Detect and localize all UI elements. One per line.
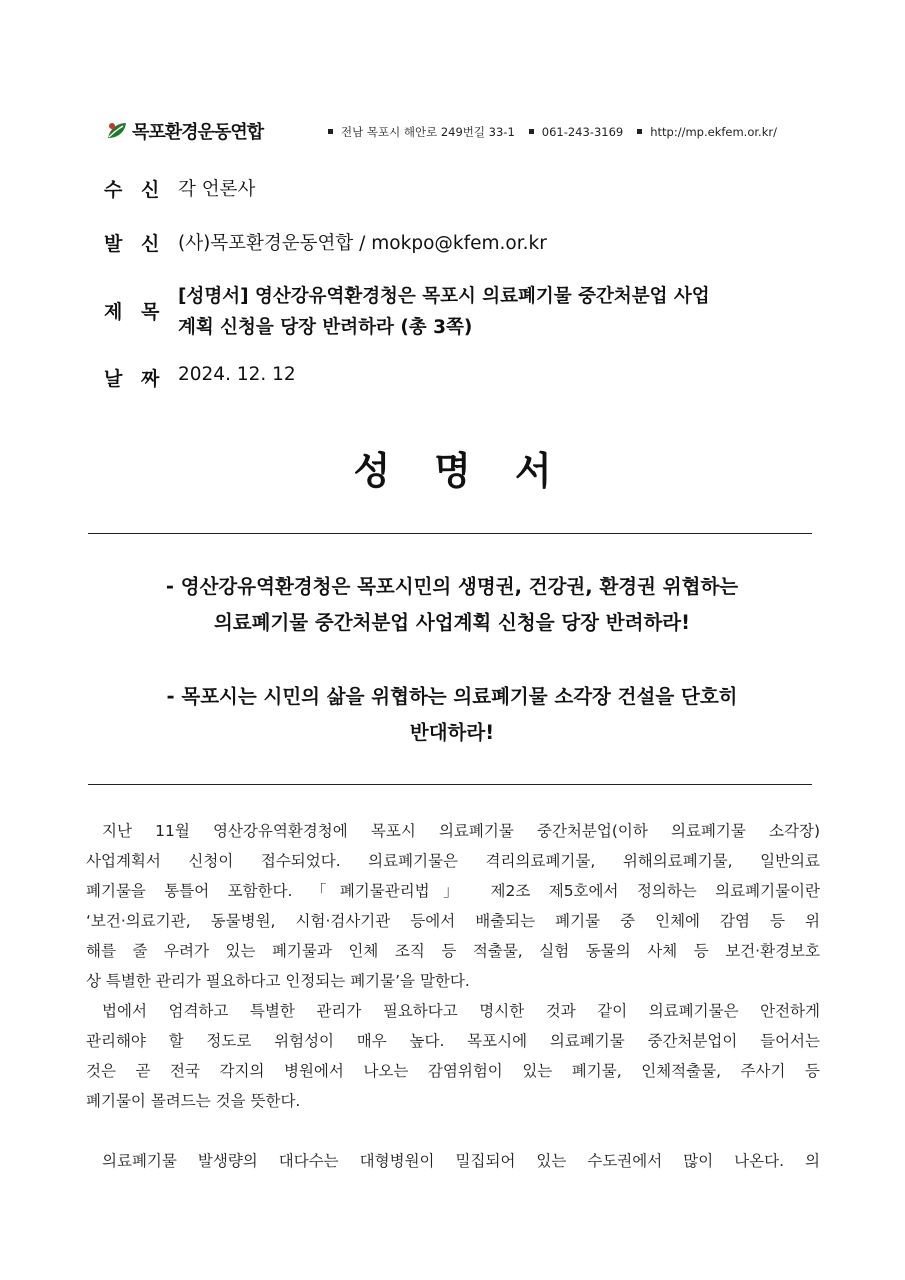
body-line: 폐기물을 통틀어 포함한다. 「폐기물관리법」 제2조 제5호에서 정의하는 의료폐기물이란	[86, 882, 820, 900]
body-line: 관리해야 할 정도로 위험성이 매우 높다. 목포시에 의료폐기물 중간처분업이 들어서는	[86, 1032, 820, 1050]
sender-value: (사)목포환경운동연합 / mokpo@kfem.or.kr	[178, 233, 547, 254]
body-line: 사업계획서 신청이 접수되었다. 의료폐기물은 격리의료폐기물, 위해의료폐기물, 일반의료	[86, 852, 820, 870]
headline-1-line-2: 의료폐기물 중간처분업 사업계획 신청을 당장 반려하라!	[213, 611, 691, 634]
body-line: 것은 곧 전국 각지의 병원에서 나오는 감염위험이 있는 폐기물, 인체적출물, 주사기 등	[86, 1062, 820, 1080]
date-label: 날 짜	[104, 368, 166, 390]
bullet-square-icon	[529, 129, 534, 134]
leaf-logo-icon	[106, 120, 128, 142]
website-link[interactable]: http://mp.ekfem.or.kr/	[637, 125, 777, 139]
address: 전남 목포시 해안로 249번길 33-1	[328, 124, 515, 140]
organization-logo	[106, 118, 263, 144]
bullet-square-icon	[637, 129, 642, 134]
recipient-label: 수 신	[104, 179, 166, 201]
headline-2-line-1: - 목포시는 시민의 삶을 위협하는 의료폐기물 소각장 건설을 단호히	[166, 685, 738, 708]
body-line: 의료폐기물 발생량의 대다수는 대형병원이 밀집되어 있는 수도권에서 많이 나온다. 의	[102, 1152, 820, 1170]
body-line: 폐기물이 몰려드는 것을 뜻한다.	[86, 1092, 301, 1110]
body-line: 지난 11월 영산강유역환경청에 목포시 의료폐기물 중간처분업(이하 의료폐기물 소각장)	[102, 822, 820, 840]
subject-line-2: 계획 신청을 당장 반려하라 (총 3쪽)	[178, 317, 473, 338]
subject-line-1: [성명서] 영산강유역환경청은 목포시 의료폐기물 중간처분업 사업	[178, 286, 710, 307]
logo-text: 목포환경운동연합	[132, 122, 264, 143]
sender-label: 발 신	[104, 233, 166, 255]
body-line: 해를 줄 우려가 있는 폐기물과 인체 조직 등 적출물, 실험 동물의 사체 등 보건·환경보호	[86, 942, 820, 960]
date-value: 2024. 12. 12	[178, 364, 296, 385]
headline-2-line-2: 반대하라!	[409, 721, 495, 744]
bullet-square-icon	[328, 129, 333, 134]
headline-1-line-1: - 영산강유역환경청은 목포시민의 생명권, 건강권, 환경권 위협하는	[165, 575, 739, 598]
subject-label: 제 목	[104, 301, 166, 323]
phone: 061-243-3169	[529, 125, 623, 139]
divider-top	[88, 533, 812, 534]
divider-bottom	[88, 784, 812, 785]
body-line: 법에서 엄격하고 특별한 관리가 필요하다고 명시한 것과 같이 의료폐기물은 안전하게	[102, 1002, 820, 1020]
recipient-value: 각 언론사	[178, 179, 256, 200]
letterhead	[100, 116, 820, 148]
contact-info	[328, 124, 791, 140]
body-line: 상 특별한 관리가 필요하다고 인정되는 폐기물’을 말한다.	[86, 972, 470, 990]
body-line: ‘보건·의료기관, 동물병원, 시험·검사기관 등에서 배출되는 폐기물 중 인체에 감염 등 위	[86, 912, 820, 930]
page-title: 성명서	[353, 449, 596, 493]
